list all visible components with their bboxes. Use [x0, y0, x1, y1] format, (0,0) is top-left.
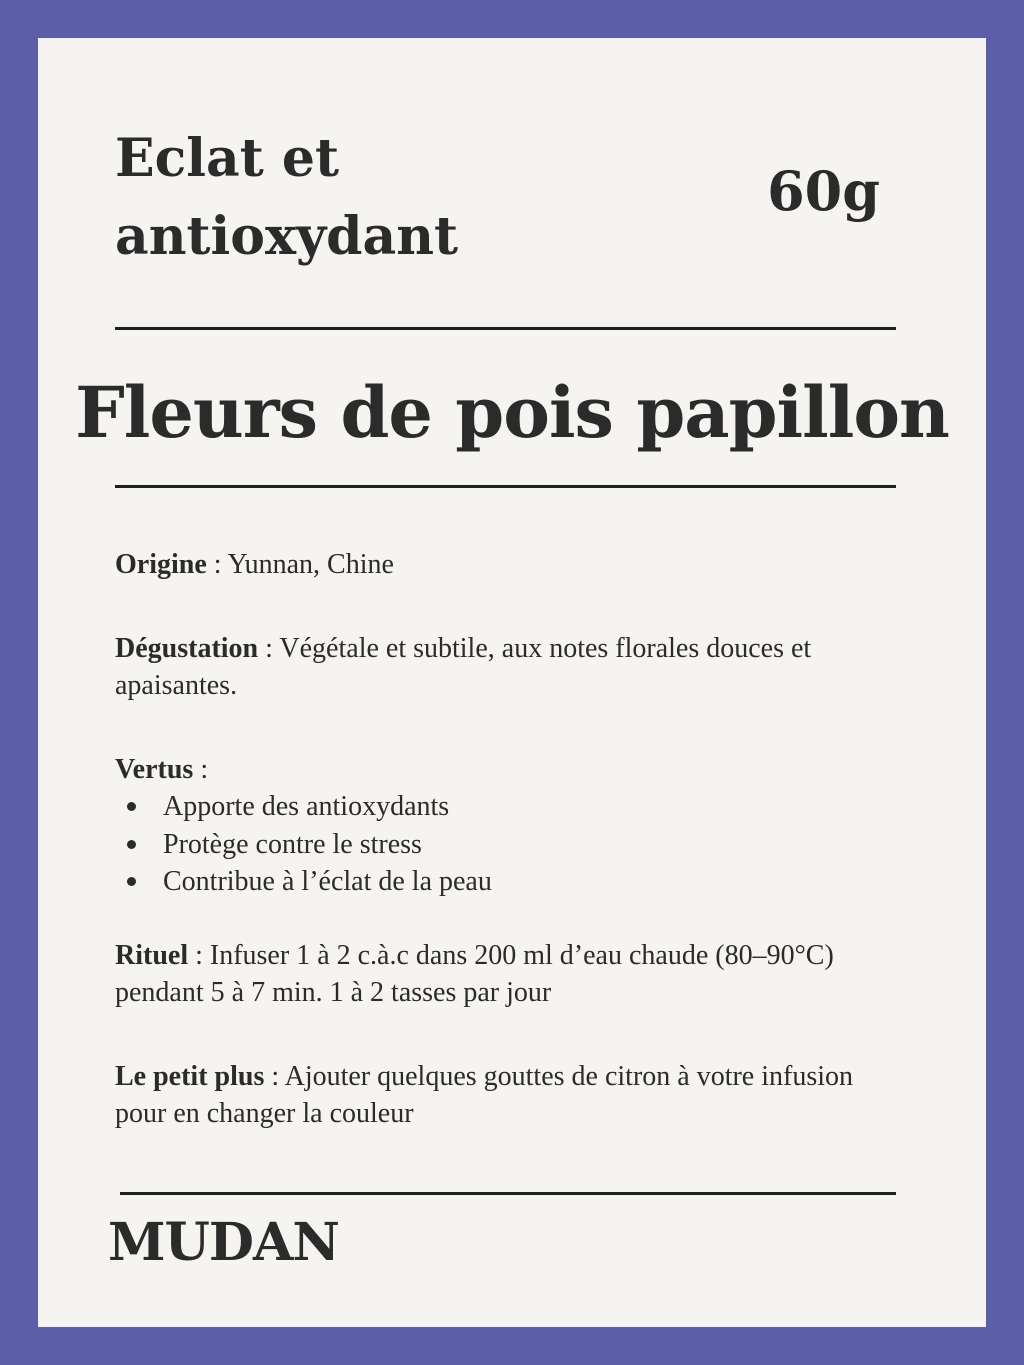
origin-separator: :: [206, 549, 228, 580]
extra-label: Le petit plus: [115, 1060, 265, 1092]
title-divider: [115, 485, 896, 488]
virtues-heading: [115, 751, 905, 789]
bullet-icon: [127, 802, 136, 811]
spacer: [115, 584, 905, 630]
net-weight: 60g: [767, 159, 880, 223]
extra-value: Ajouter quelques gouttes de citron à votre infusion pour en changer la couleur: [115, 1060, 854, 1129]
top-divider: [115, 327, 896, 330]
list-item: [115, 826, 905, 864]
origin-label: Origine: [115, 549, 207, 580]
label-subtitle: Eclat et antioxydant: [115, 128, 459, 267]
spacer: [115, 1012, 905, 1058]
product-label-card: [38, 38, 986, 1327]
bullet-icon: [127, 840, 136, 849]
ritual-label: Rituel: [115, 939, 189, 971]
list-item: [115, 788, 905, 826]
extra-separator: :: [264, 1060, 285, 1092]
ritual-separator: :: [188, 939, 210, 971]
virtues-separator: :: [193, 753, 209, 785]
virtue-text: Contribue à l’éclat de la peau: [163, 866, 492, 897]
tasting-value: Végétale et subtile, aux notes florales douces et apaisantes.: [115, 632, 812, 701]
bullet-icon: [127, 877, 136, 886]
virtues-list: [115, 788, 905, 901]
spacer: [115, 901, 905, 937]
brand-name: MUDAN: [108, 1212, 339, 1273]
label-details: [115, 546, 905, 1133]
virtue-text: Protège contre le stress: [163, 828, 422, 860]
list-item: [115, 863, 905, 901]
extra-line: [115, 1058, 905, 1133]
virtues-label: Vertus: [115, 753, 194, 785]
ritual-value: Infuser 1 à 2 c.à.c dans 200 ml d’eau chaude (80–90°C) pendant 5 à 7 min. 1 à 2 tasses par jour: [115, 939, 834, 1008]
tasting-separator: :: [258, 632, 280, 664]
spacer: [115, 705, 905, 751]
virtue-text: Apporte des antioxydants: [163, 791, 450, 822]
ritual-line: [115, 937, 905, 1012]
origin-value: Yunnan, Chine: [227, 549, 394, 580]
tasting-label: Dégustation: [115, 632, 259, 664]
bottom-divider: [120, 1192, 896, 1195]
origin-line: [115, 546, 905, 584]
product-title: Fleurs de pois papillon: [75, 371, 949, 454]
tasting-line: [115, 630, 905, 705]
